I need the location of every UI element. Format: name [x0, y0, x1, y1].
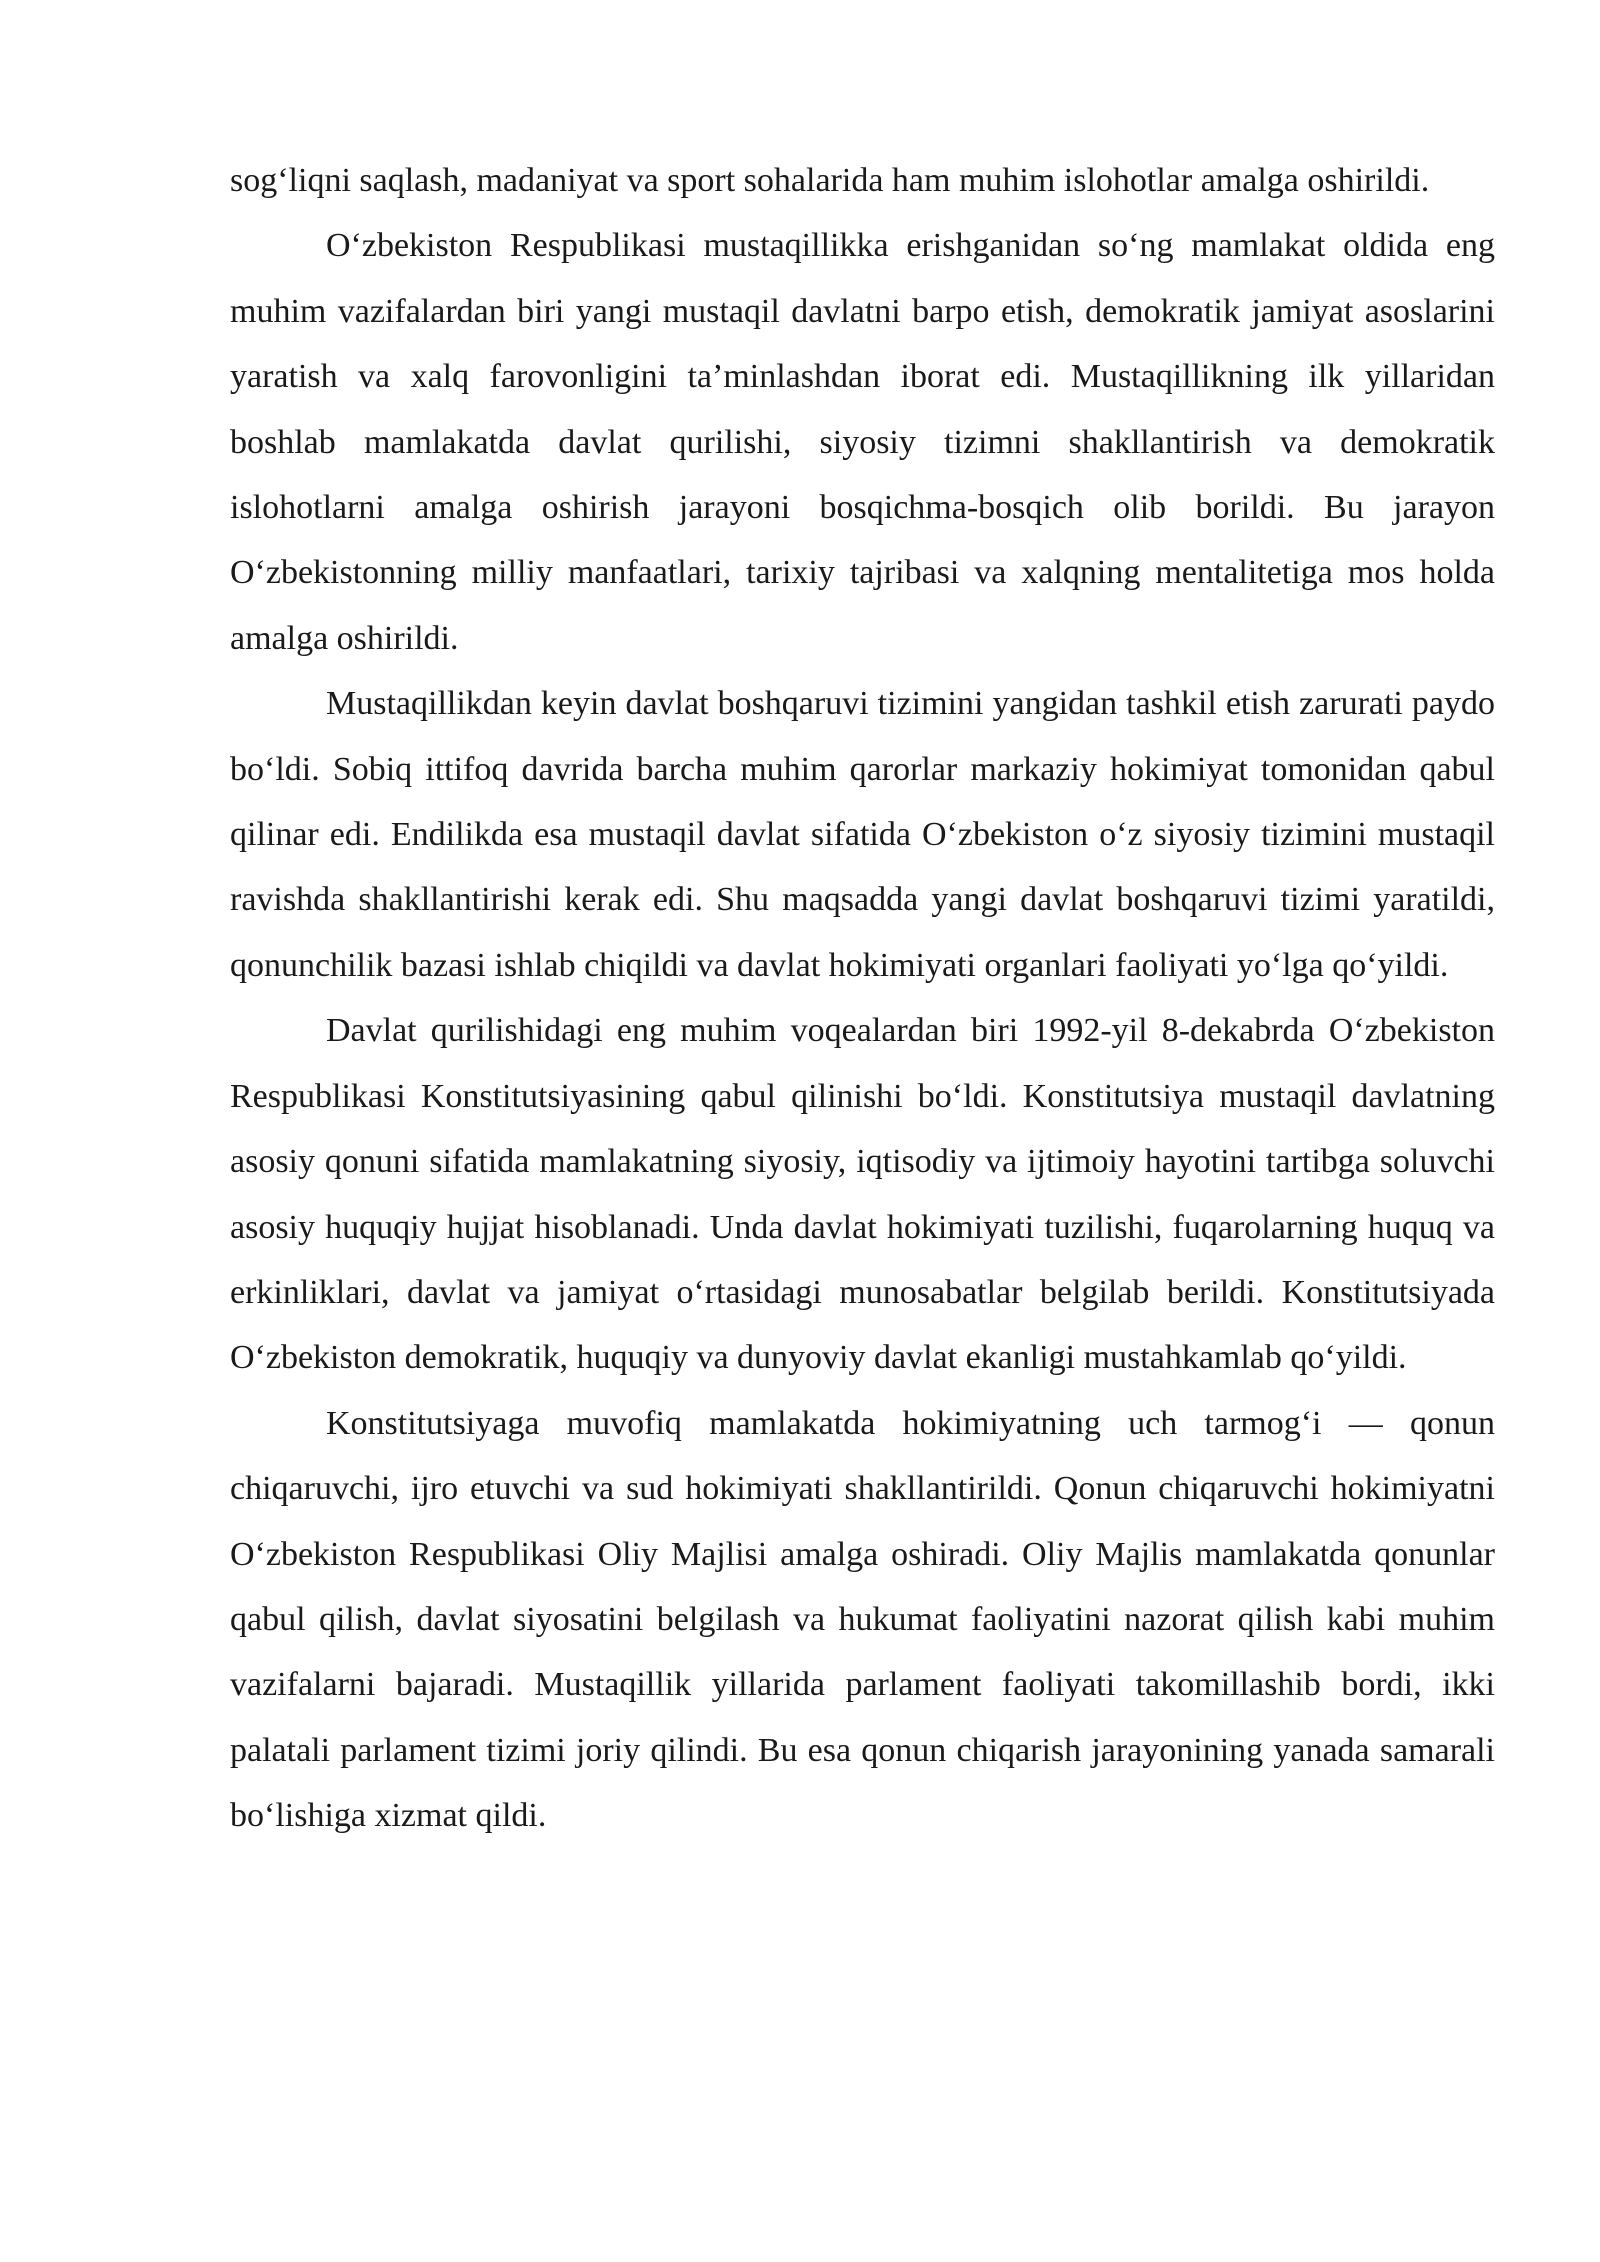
paragraph-branches-of-power: Konstitutsiyaga muvofiq mamlakatda hokimiyatning uch tarmog‘i — qonun chiqaruvchi, ijro etuvchi va sud hokimiyati shakllantirildi. Qonun chiqaruvchi hokimiyatni O‘zbekiston Respublikasi Oliy Majlisi amalga oshiradi. Oliy Majlis mamlakatda qonunlar qabul qilish, davlat siyosatini belgilash va hukumat faoliyatini nazorat qilish kabi muhim vazifalarni bajaradi. Mustaqillik yillarida parlament faoliyati takomillashib bordi, ikki palatali parlament tizimi joriy qilindi. Bu esa qonun chiqarish jarayonining yanada samarali bo‘lishiga xizmat qildi. [230, 1404, 1495, 1835]
paragraph-continued: sog‘liqni saqlash, madaniyat va sport sohalarida ham muhim islohotlar amalga oshirildi. [230, 162, 1430, 199]
paragraph-governance-system: Mustaqillikdan keyin davlat boshqaruvi tizimini yangidan tashkil etish zarurati paydo bo‘ldi. Sobiq ittifoq davrida barcha muhim qarorlar markaziy hokimiyat tomonidan qabul qilinar edi. Endilikda esa mustaqil davlat sifatida O‘zbekiston o‘z siyosiy tizimini mustaqil ravishda shakllantirishi kerak edi. Shu maqsadda yangi davlat boshqaruvi tizimi yaratildi, qonunchilik bazasi ishlab chiqildi va davlat hokimiyati organlari faoliyati yo‘lga qo‘yildi. [230, 685, 1495, 984]
paragraph-constitution: Davlat qurilishidagi eng muhim voqealardan biri 1992-yil 8-dekabrda O‘zbekiston Respublikasi Konstitutsiyasining qabul qilinishi bo‘ldi. Konstitutsiya mustaqil davlatning asosiy qonuni sifatida mamlakatning siyosiy, iqtisodiy va ijtimoiy hayotini tartibga soluvchi asosiy huquqiy hujjat hisoblanadi. Unda davlat hokimiyati tuzilishi, fuqarolarning huquq va erkinliklari, davlat va jamiyat o‘rtasidagi munosabatlar belgilab berildi. Konstitutsiyada O‘zbekiston demokratik, huquqiy va dunyoviy davlat ekanligi mustahkamlab qo‘yildi. [230, 1012, 1495, 1377]
paragraph-independence-tasks: O‘zbekiston Respublikasi mustaqillikka erishganidan so‘ng mamlakat oldida eng muhim vazifalardan biri yangi mustaqil davlatni barpo etish, demokratik jamiyat asoslarini yaratish va xalq farovonligini ta’minlashdan iborat edi. Mustaqillikning ilk yillaridan boshlab mamlakatda davlat qurilishi, siyosiy tizimni shakllantirish va demokratik islohotlarni amalga oshirish jarayoni bosqichma-bosqich olib borildi. Bu jarayon O‘zbekistonning milliy manfaatlari, tarixiy tajribasi va xalqning mentalitetiga mos holda amalga oshirildi. [230, 227, 1495, 657]
document-page [230, 148, 1495, 1849]
